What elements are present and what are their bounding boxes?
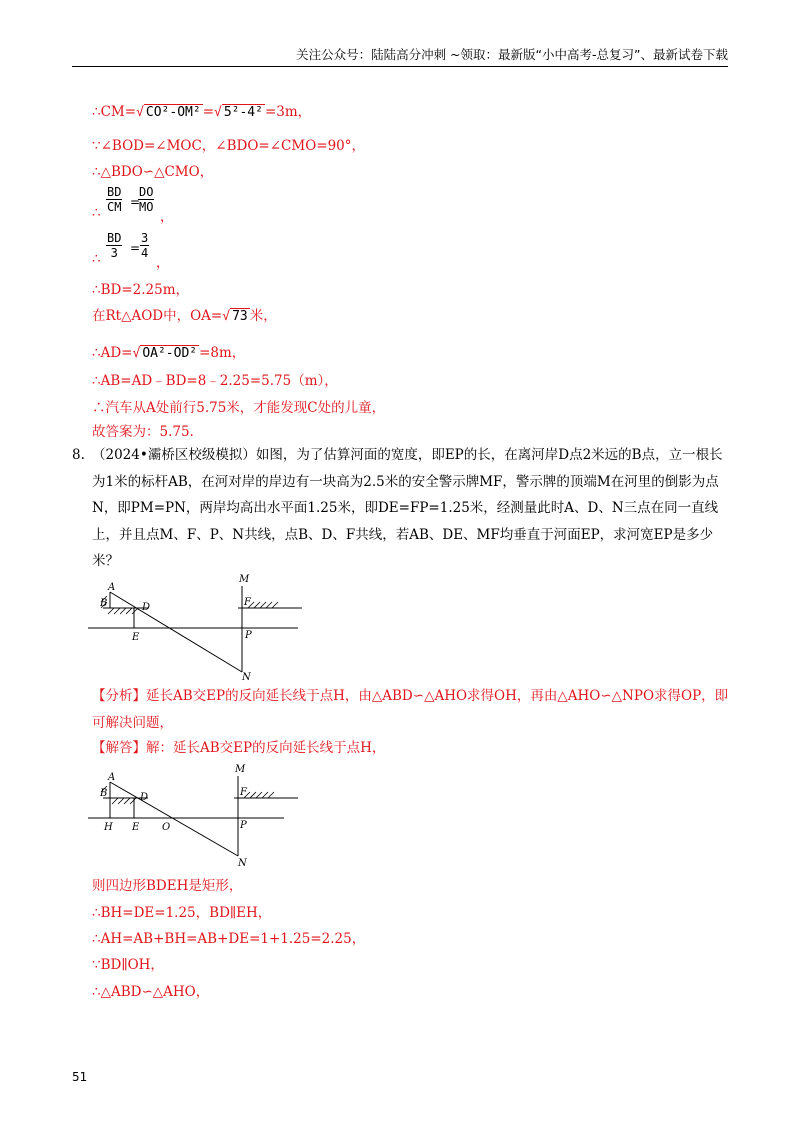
figure-1-river-diagram (88, 572, 308, 684)
solution-line-similar: ∴△BDO∽△CMO， (92, 164, 214, 180)
label-b: B (100, 788, 108, 799)
label-e: E (132, 822, 140, 833)
solution-line-angles: ∵∠BOD=∠MOC，∠BDO=∠CMO=90°， (92, 138, 366, 154)
solution-similar-abd: ∴△ABD∽△AHO， (92, 984, 210, 1000)
answer-block (72, 735, 732, 762)
answer-tag: 【解答】 (92, 740, 146, 756)
label-f: F (244, 597, 251, 608)
solution-ah: ∴AH=AB+BH=AB+DE=1+1.25=2.25， (92, 931, 366, 947)
label-a: A (108, 772, 116, 783)
label-d: D (142, 602, 151, 613)
solution-line-bd: ∴BD=2.25m， (92, 282, 190, 298)
fraction-equation-1: ∴ $\frac{BD}{CM}$ = $\frac{DO}{MO}$ ， (92, 185, 174, 225)
problem-text: （2024•灞桥区校级模拟）如图，为了估算河面的宽度，即EP的长，在离河岸D点2米远的B点，立一根长为1米的标杆AB，在河对岸的岸边有一块高为2.5米的安全警示牌MF，警示牌的顶端M在河里的倒影为点N，即PM=PN，两岸均高出水平面1.25米，即DE=FP=1.25米，经测量此时A、D、N三点在同一直线上，并且点M、F、P、N共线，点B、D、F共线，若AB、DE、MF均垂直于河面EP，求河宽EP是多少米？ (92, 447, 723, 569)
solution-line-oa: 在Rt△AOD中，OA=√ 73 米， (92, 308, 277, 324)
problem-number: 8. (72, 447, 85, 463)
solution-rectangle: 则四边形BDEH是矩形， (92, 878, 243, 894)
solution-line-conclusion: ∴汽车从A处前行5.75米，才能发现C处的儿童， (92, 400, 386, 416)
analysis-block (72, 683, 732, 736)
label-p: P (240, 820, 247, 831)
label-f: F (240, 787, 247, 798)
label-b: B (100, 598, 108, 609)
page-header: 关注公众号：陆陆高分冲刺 ~领取：最新版“小中高考-总复习”、最新试卷下载 (72, 44, 728, 67)
label-n: N (242, 672, 251, 683)
label-e: E (132, 632, 140, 643)
label-m: M (239, 574, 250, 585)
solution-line-cm: ∴CM=√ CO²-OM² =√ 5²-4² =3m， (92, 104, 312, 120)
solution-line-ab: ∴AB=AD﹣BD=8﹣2.25=5.75（m）， (92, 373, 338, 389)
label-n: N (238, 858, 247, 869)
label-o: O (162, 822, 171, 833)
solution-line-answer: 故答案为：5.75. (92, 424, 194, 440)
label-a: A (108, 582, 116, 593)
page-number: 51 (72, 1070, 88, 1084)
analysis-tag: 【分析】 (92, 688, 146, 704)
analysis-text: 延长AB交EP的反向延长线于点H，由△ABD∽△AHO求得OH，再由△AHO∽△NPO求得OP，即可解决问题， (92, 688, 729, 731)
figure-2-river-diagram (88, 762, 308, 874)
answer-text: 解：延长AB交EP的反向延长线于点H， (146, 740, 386, 756)
label-d: D (140, 792, 149, 803)
solution-line-ad: ∴AD=√ OA²-OD² =8m， (92, 345, 246, 361)
solution-parallel: ∵BD∥OH， (92, 957, 164, 973)
label-m: M (235, 764, 246, 775)
label-h: H (104, 822, 113, 833)
label-p: P (245, 630, 252, 641)
fraction-equation-2: ∴ $\frac{BD}{3}$ = $\frac{3}{4}$ ， (92, 231, 170, 271)
solution-bh: ∴BH=DE=1.25，BD∥EH， (92, 905, 272, 921)
problem-8 (72, 442, 732, 575)
